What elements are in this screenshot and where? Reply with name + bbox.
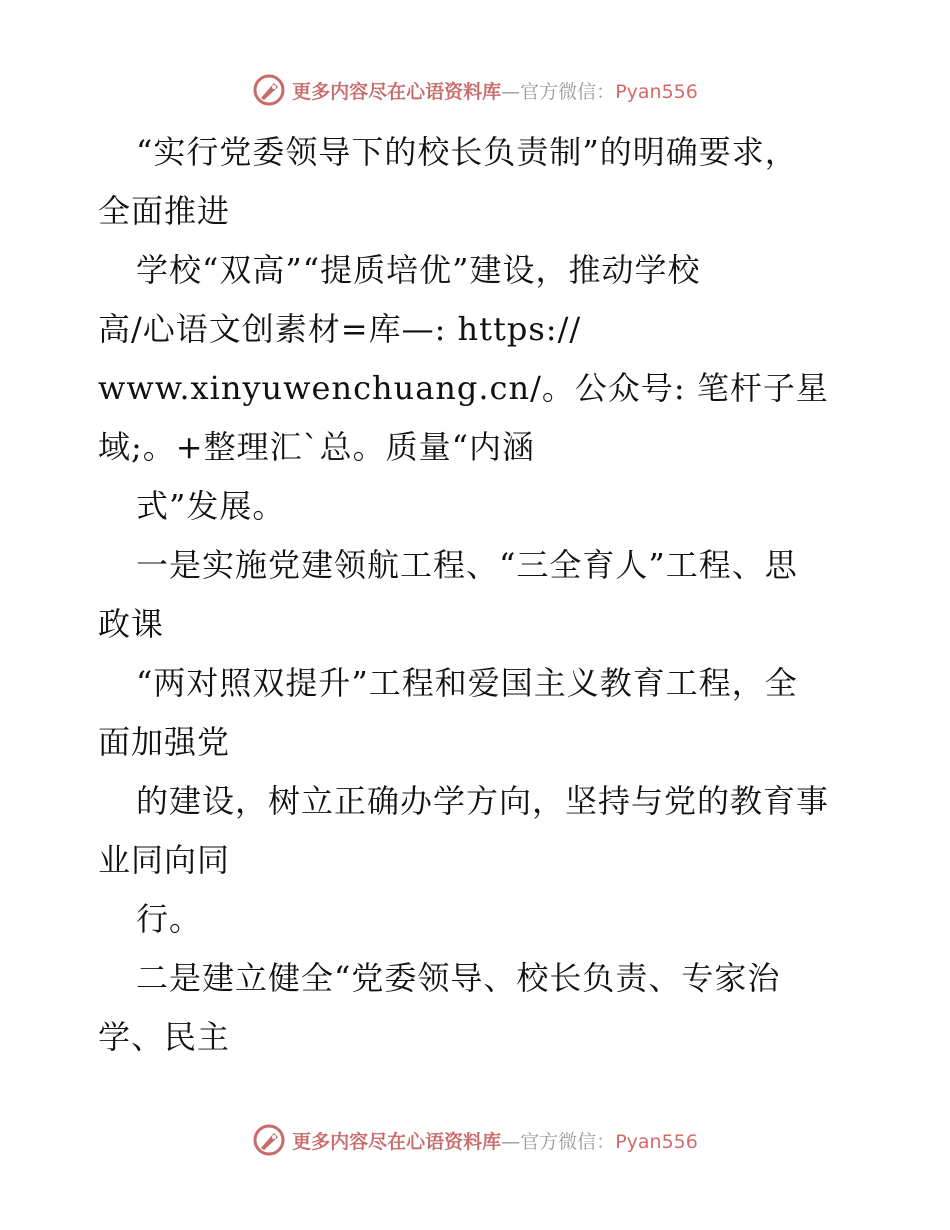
document-body [98,123,878,1067]
footer-banner [0,1120,950,1160]
text-line: 学、民主 [98,1018,231,1056]
banner-wechat-id: Pyan556 [615,80,698,103]
banner-wechat-label: —官方微信： [501,1130,616,1153]
text-line: 行。 [136,900,203,938]
text-line: 学校“双高”“提质培优”建设，推动学校 [136,251,701,289]
banner-wechat-id: Pyan556 [615,1130,698,1153]
text-line: 一是实施党建领航工程、“三全育人”工程、思 [136,546,798,584]
banner-text [292,1127,698,1154]
pen-nib-circle-icon [252,1123,286,1157]
text-line: 面加强党 [98,723,231,761]
text-line: 全面推进 [98,192,231,230]
banner-brand: 更多内容尽在心语资料库 [292,80,502,103]
text-line: 域;。+整理汇`总。质量“内涵 [98,428,535,466]
pen-nib-circle-icon [252,73,286,107]
banner-wechat-label: —官方微信： [501,80,616,103]
banner-text [292,77,698,104]
text-line: 高/心语文创素材=库—: https:// [98,310,582,348]
banner-brand: 更多内容尽在心语资料库 [292,1130,502,1153]
text-line: 政课 [98,605,165,643]
text-line: www.xinyuwenchuang.cn/。公众号: 笔杆子星 [98,369,829,407]
text-line: 式”发展。 [136,487,286,525]
text-line: “两对照双提升”工程和爱国主义教育工程，全 [136,664,798,702]
text-line: 的建设，树立正确办学方向，坚持与党的教育事 [136,782,830,820]
header-banner [0,70,950,110]
text-line: 业同向同 [98,841,231,879]
text-line: 二是建立健全“党委领导、校长负责、专家治 [136,959,781,997]
text-line: “实行党委领导下的校长负责制”的明确要求， [136,133,798,171]
